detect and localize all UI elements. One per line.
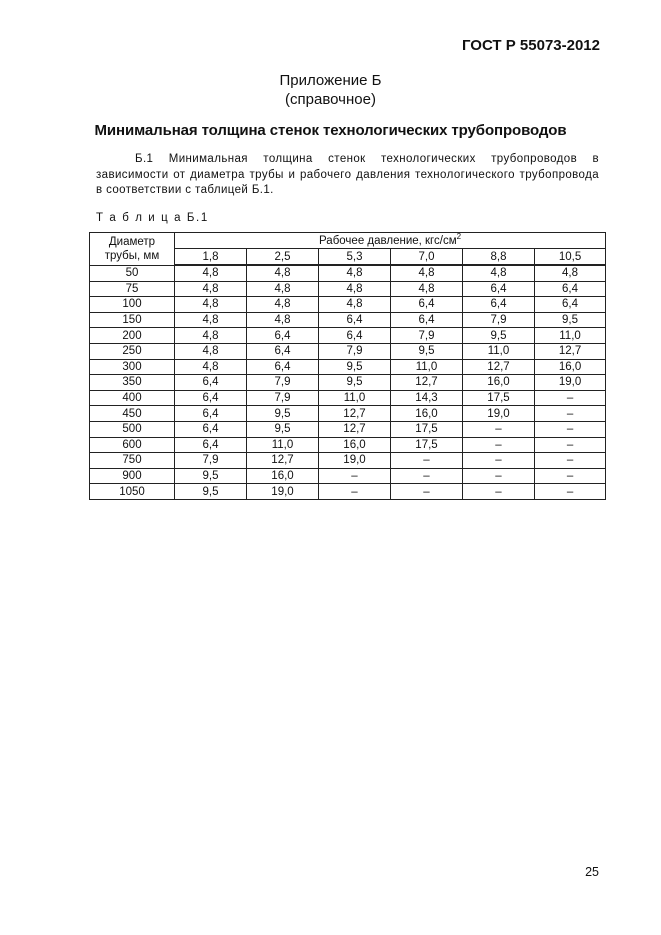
thickness-cell: – <box>463 468 535 484</box>
diameter-cell: 600 <box>90 437 175 453</box>
thickness-cell: – <box>319 484 391 500</box>
thickness-cell: – <box>535 453 606 469</box>
thickness-cell: – <box>535 468 606 484</box>
thickness-cell: 9,5 <box>175 484 247 500</box>
table-body <box>90 265 606 499</box>
thickness-cell: 12,7 <box>319 421 391 437</box>
thickness-cell: – <box>535 390 606 406</box>
diameter-cell: 450 <box>90 406 175 422</box>
thickness-cell: 4,8 <box>175 265 247 281</box>
diameter-cell: 50 <box>90 265 175 281</box>
thickness-cell: 11,0 <box>319 390 391 406</box>
thickness-cell: – <box>463 484 535 500</box>
table-row <box>90 484 606 500</box>
pressure-value-header: 2,5 <box>247 249 319 266</box>
thickness-cell: 4,8 <box>175 281 247 297</box>
thickness-cell: 12,7 <box>319 406 391 422</box>
table-row <box>90 390 606 406</box>
thickness-cell: 6,4 <box>463 297 535 313</box>
thickness-cell: 4,8 <box>391 281 463 297</box>
section-heading: Минимальная толщина стенок технологических трубопроводов <box>94 122 567 139</box>
thickness-cell: 7,9 <box>175 453 247 469</box>
table-row <box>90 453 606 469</box>
thickness-cell: 11,0 <box>535 328 606 344</box>
page-number: 25 <box>585 865 599 879</box>
thickness-cell: 6,4 <box>247 328 319 344</box>
appendix-title: Приложение Б <box>279 72 382 89</box>
diameter-cell: 500 <box>90 421 175 437</box>
thickness-cell: 6,4 <box>463 281 535 297</box>
thickness-cell: – <box>391 453 463 469</box>
pressure-unit-exponent: 2 <box>456 231 462 241</box>
thickness-cell: 7,9 <box>463 312 535 328</box>
pressure-value-header: 8,8 <box>463 249 535 266</box>
table-row <box>90 265 606 281</box>
pressure-value-header: 1,8 <box>175 249 247 266</box>
thickness-cell: 6,4 <box>175 375 247 391</box>
thickness-cell: 11,0 <box>463 343 535 359</box>
thickness-cell: 9,5 <box>247 406 319 422</box>
thickness-cell: 12,7 <box>247 453 319 469</box>
appendix-type: (справочное) <box>285 91 376 108</box>
thickness-cell: – <box>463 421 535 437</box>
table-caption: Т а б л и ц а Б.1 <box>96 212 209 224</box>
thickness-cell: 4,8 <box>247 312 319 328</box>
diameter-cell: 100 <box>90 297 175 313</box>
thickness-cell: 7,9 <box>391 328 463 344</box>
thickness-cell: 4,8 <box>175 312 247 328</box>
thickness-cell: 6,4 <box>247 359 319 375</box>
thickness-cell: 4,8 <box>247 297 319 313</box>
thickness-cell: 19,0 <box>319 453 391 469</box>
thickness-cell: 17,5 <box>391 437 463 453</box>
thickness-cell: – <box>463 437 535 453</box>
thickness-cell: 9,5 <box>535 312 606 328</box>
thickness-cell: 4,8 <box>391 265 463 281</box>
thickness-cell: 9,5 <box>391 343 463 359</box>
thickness-cell: 9,5 <box>247 421 319 437</box>
thickness-cell: 6,4 <box>391 312 463 328</box>
table-row <box>90 437 606 453</box>
thickness-cell: 6,4 <box>319 328 391 344</box>
diameter-cell: 750 <box>90 453 175 469</box>
body-paragraph: Б.1 Минимальная толщина стенок технологических трубопроводов в зависимости от диаметра трубы и рабочего давления технологического трубопровода в соответствии с таблицей Б.1. <box>96 153 599 196</box>
thickness-cell: 19,0 <box>463 406 535 422</box>
thickness-cell: 4,8 <box>175 343 247 359</box>
diameter-cell: 75 <box>90 281 175 297</box>
thickness-cell: 19,0 <box>247 484 319 500</box>
thickness-cell: 4,8 <box>319 265 391 281</box>
thickness-cell: 7,9 <box>319 343 391 359</box>
thickness-cell: 4,8 <box>463 265 535 281</box>
thickness-cell: 6,4 <box>391 297 463 313</box>
thickness-cell: 4,8 <box>247 265 319 281</box>
thickness-cell: 16,0 <box>247 468 319 484</box>
thickness-cell: 4,8 <box>319 281 391 297</box>
thickness-cell: – <box>391 468 463 484</box>
thickness-cell: 11,0 <box>391 359 463 375</box>
diameter-cell: 250 <box>90 343 175 359</box>
diameter-cell: 200 <box>90 328 175 344</box>
thickness-cell: – <box>463 453 535 469</box>
thickness-cell: 4,8 <box>535 265 606 281</box>
table-row <box>90 406 606 422</box>
thickness-cell: 17,5 <box>463 390 535 406</box>
thickness-cell: 12,7 <box>535 343 606 359</box>
thickness-cell: 6,4 <box>535 281 606 297</box>
thickness-cell: 4,8 <box>175 359 247 375</box>
thickness-cell: – <box>535 406 606 422</box>
thickness-cell: 11,0 <box>247 437 319 453</box>
thickness-cell: 17,5 <box>391 421 463 437</box>
pressure-header-label: Рабочее давление, кгс/см <box>319 234 457 247</box>
table-row <box>90 297 606 313</box>
pressure-value-header: 10,5 <box>535 249 606 266</box>
thickness-cell: 16,0 <box>391 406 463 422</box>
pressure-value-header: 5,3 <box>319 249 391 266</box>
thickness-cell: – <box>535 484 606 500</box>
diameter-cell: 300 <box>90 359 175 375</box>
thickness-cell: 12,7 <box>391 375 463 391</box>
thickness-cell: 12,7 <box>463 359 535 375</box>
thickness-cell: 6,4 <box>247 343 319 359</box>
thickness-cell: – <box>391 484 463 500</box>
thickness-cell: 7,9 <box>247 390 319 406</box>
thickness-cell: 9,5 <box>319 375 391 391</box>
pressure-value-header: 7,0 <box>391 249 463 266</box>
pressure-header <box>175 233 606 249</box>
thickness-cell: 6,4 <box>175 437 247 453</box>
table-row <box>90 328 606 344</box>
thickness-cell: 14,3 <box>391 390 463 406</box>
thickness-cell: 9,5 <box>175 468 247 484</box>
thickness-cell: 16,0 <box>535 359 606 375</box>
thickness-cell: 4,8 <box>175 297 247 313</box>
thickness-cell: 16,0 <box>463 375 535 391</box>
table-row <box>90 468 606 484</box>
diameter-cell: 350 <box>90 375 175 391</box>
appendix-block <box>0 71 661 109</box>
thickness-cell: – <box>535 437 606 453</box>
thickness-cell: 16,0 <box>319 437 391 453</box>
thickness-cell: – <box>319 468 391 484</box>
thickness-cell: 6,4 <box>175 406 247 422</box>
diameter-cell: 400 <box>90 390 175 406</box>
thickness-cell: 4,8 <box>175 328 247 344</box>
thickness-cell: 4,8 <box>247 281 319 297</box>
diameter-header: Диаметр трубы, мм <box>90 233 175 266</box>
thickness-cell: 7,9 <box>247 375 319 391</box>
thickness-cell: – <box>535 421 606 437</box>
thickness-cell: 19,0 <box>535 375 606 391</box>
thickness-cell: 6,4 <box>175 421 247 437</box>
diameter-cell: 900 <box>90 468 175 484</box>
diameter-cell: 1050 <box>90 484 175 500</box>
table-row <box>90 281 606 297</box>
table-row <box>90 359 606 375</box>
table-row <box>90 343 606 359</box>
table-row <box>90 421 606 437</box>
standard-number: ГОСТ Р 55073-2012 <box>461 37 600 54</box>
thickness-cell: 6,4 <box>319 312 391 328</box>
thickness-cell: 9,5 <box>319 359 391 375</box>
wall-thickness-table <box>89 232 606 500</box>
table-row <box>90 312 606 328</box>
diameter-cell: 150 <box>90 312 175 328</box>
thickness-cell: 4,8 <box>319 297 391 313</box>
thickness-cell: 6,4 <box>535 297 606 313</box>
table-row <box>90 375 606 391</box>
thickness-cell: 6,4 <box>175 390 247 406</box>
thickness-cell: 9,5 <box>463 328 535 344</box>
